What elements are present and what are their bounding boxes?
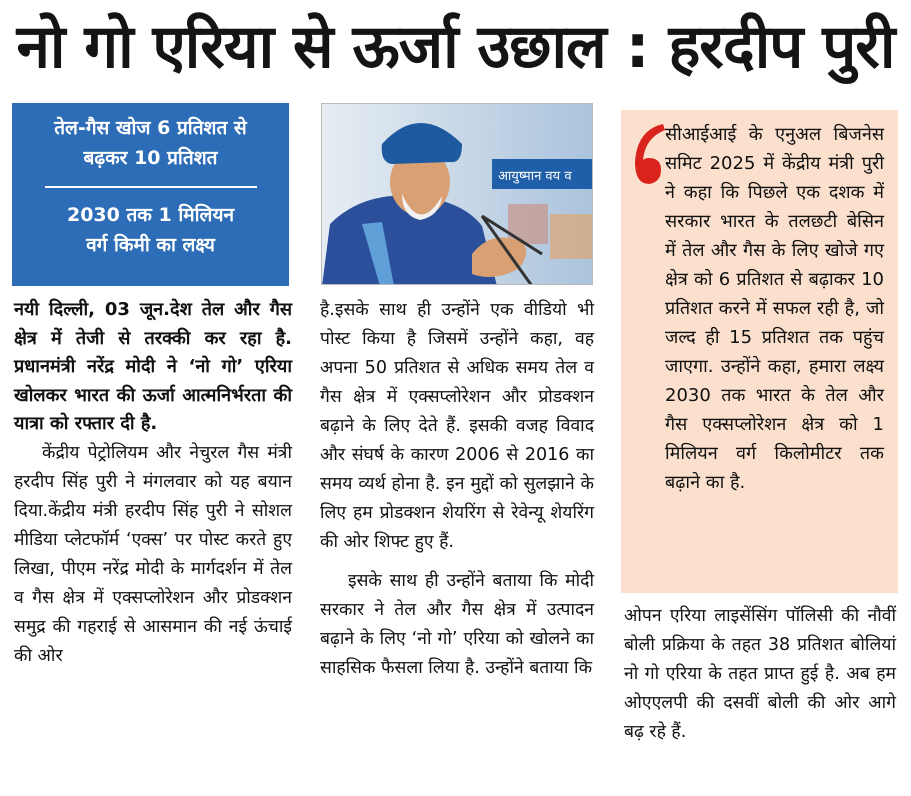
speaker-photo-illustration xyxy=(322,104,593,285)
highlight-divider xyxy=(45,186,257,188)
article-column-3 xyxy=(624,602,896,747)
article-column-1 xyxy=(14,296,292,671)
highlight-box xyxy=(12,103,289,286)
article-column-2 xyxy=(320,296,594,683)
article-paragraph-2: है.इसके साथ ही उन्होंने एक वीडियो भी पोस्ट किया है जिसमें उन्होंने कहा, वह अपना 50 प्रतिशत से अधिक समय तेल व गैस क्षेत्र में एक्सप्लोरेशन और प्रोडक्शन बढ़ाने के लिए देते हैं. इसकी वजह विवाद और संघर्ष के कारण 2006 से 2016 का समय व्यर्थ होना है. इन मुद्दों को सुलझाने के लिए हम प्रोडक्शन शेयरिंग से रेवेन्यू शेयरिंग की ओर शिफ्ट हुए हैं. xyxy=(320,300,594,552)
highlight-1: तेल-गैस खोज 6 प्रतिशत से बढ़कर 10 प्रतिशत xyxy=(54,117,247,169)
backdrop-text: आयुष्मान वय व xyxy=(498,169,572,184)
article-paragraph-3: इसके साथ ही उन्होंने बताया कि मोदी सरकार ने तेल और गैस क्षेत्र में उत्पादन बढ़ाने के लिए ‘नो गो’ एरिया को खोलने का साहसिक फैसला लिया है. उन्होंने बताया कि xyxy=(320,571,594,678)
article-paragraph-4: ओपन एरिया लाइसेंसिंग पॉलिसी की नौवीं बोली प्रक्रिया के तहत 38 प्रतिशत बोलियां नो गो एरिया के तहत प्राप्त हुई है. अब हम ओएएलपी की दसवीं बोली की ओर आगे बढ़ रहे हैं. xyxy=(624,606,896,742)
headline: नो गो एरिया से ऊर्जा उछाल : हरदीप पुरी xyxy=(16,12,895,82)
article-lead: नयी दिल्ली, 03 जून.देश तेल और गैस क्षेत्र में तेजी से तरक्की कर रहा है. प्रधानमंत्री नरेंद्र मोदी ने ‘नो गो’ एरिया खोलकर भारत की ऊर्जा आत्मनिर्भरता की यात्रा को रफ्तार दी है. xyxy=(14,299,292,435)
quote-mark-icon xyxy=(627,120,665,190)
quote-box xyxy=(621,110,898,593)
photo-hardeep-puri xyxy=(321,103,593,285)
quote-text: सीआईआई के एनुअल बिजनेस समिट 2025 में केंद्रीय मंत्री पुरी ने कहा कि पिछले एक दशक में सरकार भारत के तलछटी बेसिन में तेल और गैस के लिए खोजे गए क्षेत्र को 6 प्रतिशत से बढ़ाकर 10 प्रतिशत करने में सफल रही है, जो जल्द ही 15 प्रतिशत तक पहुंच जाएगा. उन्होंने कहा, हमारा लक्ष्य 2030 तक भारत के तेल और गैस एक्सप्लोरेशन क्षेत्र को 1 मिलियन वर्ग किलोमीटर तक बढ़ाने का है. xyxy=(665,124,884,493)
highlight-2: 2030 तक 1 मिलियन वर्ग किमी का लक्ष्य xyxy=(66,204,235,256)
article-paragraph-1: केंद्रीय पेट्रोलियम और नेचुरल गैस मंत्री हरदीप सिंह पुरी ने मंगलवार को यह बयान दिया.केंद्रीय मंत्री हरदीप सिंह पुरी ने सोशल मीडिया प्लेटफॉर्म ‘एक्स’ पर पोस्ट करते हुए लिखा, पीएम नरेंद्र मोदी के मार्गदर्शन में तेल व गैस क्षेत्र में एक्सप्लोरेशन और प्रोडक्शन समुद्र की गहराई से आसमान की नई ऊंचाई की ओर xyxy=(14,442,292,666)
